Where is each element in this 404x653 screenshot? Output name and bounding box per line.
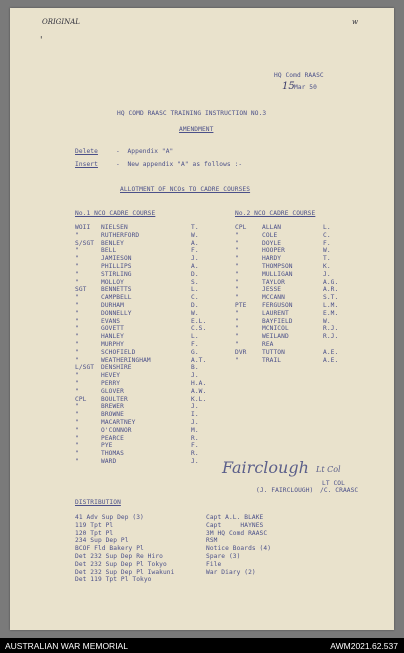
distribution-item: War Diary (2)	[206, 568, 256, 576]
roster-name: SCHOFIELD	[101, 348, 136, 356]
roster-rank: "	[75, 411, 79, 419]
roster-init: A.G.	[323, 278, 339, 286]
roster-name: PERRY	[101, 379, 121, 387]
course2-title: No.2 NCO CADRE COURSE	[235, 210, 316, 217]
roster-rank: "	[75, 294, 79, 302]
roster-name: BELL	[101, 247, 117, 255]
roster-name: DURHAM	[101, 301, 124, 309]
roster-name: MOLLOY	[101, 278, 124, 286]
roster-name: NIELSEN	[101, 224, 128, 231]
roster-init: T.	[191, 224, 199, 231]
roster-init: F.	[191, 340, 199, 348]
roster-rank: L/SGT	[75, 364, 95, 372]
roster-rank: "	[235, 270, 239, 278]
roster-name: TRAIL	[262, 356, 282, 364]
roster-init: L.	[191, 333, 199, 341]
roster-init: K.	[323, 262, 331, 270]
roster-name: BREWER	[101, 403, 124, 411]
page-title: HQ COMD RAASC TRAINING INSTRUCTION NO.3	[117, 110, 267, 117]
distribution-item: 119 Tpt Pl	[75, 521, 114, 529]
roster-name: MCNICOL	[262, 325, 289, 333]
roster-init: W.	[191, 309, 199, 317]
roster-init: A.E.	[323, 356, 339, 364]
roster-rank: "	[75, 426, 79, 434]
footer-source: AUSTRALIAN WAR MEMORIAL	[5, 641, 128, 651]
roster-init: A.	[191, 239, 199, 247]
distribution-item: RSM	[206, 537, 218, 545]
roster-init: W.	[191, 231, 199, 239]
roster-rank: "	[75, 270, 79, 278]
distribution-item: 234 Sup Dep Pl	[75, 537, 129, 545]
roster-rank: "	[75, 325, 79, 333]
roster-init: C.	[191, 294, 199, 302]
roster-name: TUTTON	[262, 348, 285, 356]
roster-name: STIRLING	[101, 270, 132, 278]
roster-rank: "	[75, 255, 79, 263]
distribution-item: Notice Boards (4)	[206, 545, 272, 553]
signature-rank: LT COL	[322, 480, 345, 487]
distribution-item: Det 232 Sup Dep Pl Tokyo	[75, 560, 167, 568]
roster-init: R.	[191, 434, 199, 442]
roster-rank: "	[75, 379, 79, 387]
roster-rank: S/SGT	[75, 239, 95, 247]
handwritten-tick: '	[40, 36, 43, 46]
roster-init: A.E.	[323, 348, 339, 356]
roster-init: E.M.	[323, 309, 339, 317]
date-day-handwritten: 15	[282, 81, 295, 92]
roster-name: PEARCE	[101, 434, 124, 442]
insert-text: - New appendix "A" as follows :-	[116, 161, 243, 168]
distribution-item: Spare (3)	[206, 552, 241, 560]
roster-name: BROWNE	[101, 411, 124, 419]
roster-name: REA	[262, 340, 274, 348]
roster-name: GLOVER	[101, 387, 124, 395]
roster-name: WARD	[101, 457, 117, 465]
delete-label: Delete	[75, 148, 98, 155]
roster-name: WEATHERINGHAM	[101, 356, 151, 364]
roster-name: BENLEY	[101, 239, 124, 247]
distribution-item: Det 232 Sup Dep Pl Iwakuni	[75, 568, 175, 576]
roster-rank: "	[75, 262, 79, 270]
roster-init: M.	[191, 426, 199, 434]
roster-rank: WOII	[75, 224, 91, 231]
roster-name: HANLEY	[101, 333, 124, 341]
distribution-item: Capt HAYNES	[206, 521, 264, 529]
roster-rank: CPL	[235, 224, 247, 231]
roster-rank: DVR	[235, 348, 247, 356]
roster-rank: "	[235, 309, 239, 317]
roster-rank: "	[75, 372, 79, 380]
roster-name: THOMPSON	[262, 262, 293, 270]
roster-rank: PTE	[235, 301, 247, 309]
roster-init: C.S.	[191, 325, 207, 333]
footer-bar	[0, 638, 404, 653]
roster-name: O'CONNOR	[101, 426, 132, 434]
distribution-item: Capt A.L. BLAKE	[206, 514, 264, 521]
roster-rank: "	[75, 348, 79, 356]
header-hq: HQ Comd RAASC	[274, 72, 324, 79]
roster-init: J.	[191, 403, 199, 411]
roster-init: A.R.	[323, 286, 339, 294]
roster-init: L.	[323, 224, 331, 231]
roster-init: S.	[191, 278, 199, 286]
distribution-right-list	[206, 514, 271, 576]
roster-rank: "	[75, 387, 79, 395]
roster-init: A.	[191, 262, 199, 270]
roster-rank: "	[75, 457, 79, 465]
roster-name: MCCANN	[262, 294, 285, 302]
signature-appointment: /C. CRAASC	[320, 487, 359, 494]
roster-init: A.W.	[191, 387, 207, 395]
roster-init: R.J.	[323, 333, 339, 341]
roster-init: E.L.	[191, 317, 207, 325]
roster-rank: "	[75, 434, 79, 442]
roster-init: T.	[323, 255, 331, 263]
roster-rank: "	[235, 286, 239, 294]
roster-rank: "	[75, 301, 79, 309]
roster-name: ALLAN	[262, 224, 282, 231]
roster-init: A.T.	[191, 356, 207, 364]
distribution-item: Det 232 Sup Dep Re Hiro	[75, 552, 163, 560]
roster-rank: "	[75, 247, 79, 255]
roster-init: J.	[323, 270, 331, 278]
roster-name: JESSE	[262, 286, 282, 294]
roster-init: C.	[323, 231, 331, 239]
roster-name: CAMPBELL	[101, 294, 132, 302]
roster-init: B.	[191, 364, 199, 372]
distribution-item: BCOF Fld Bakery Pl	[75, 545, 144, 553]
roster-name: COLE	[262, 231, 278, 239]
roster-rank: "	[235, 255, 239, 263]
roster-name: HARDY	[262, 255, 282, 263]
distribution-item: 41 Adv Sup Dep (3)	[75, 514, 144, 521]
roster-rank: "	[235, 239, 239, 247]
roster-rank: "	[75, 333, 79, 341]
roster-init: J.	[191, 418, 199, 426]
roster-name: LAURENT	[262, 309, 289, 317]
roster-name: JAMIESON	[101, 255, 132, 263]
distribution-item: 120 Tpt Pl	[75, 529, 114, 537]
roster-init: G.	[191, 348, 199, 356]
distribution-item: 3M HQ Comd RAASC	[206, 529, 268, 537]
roster-rank: "	[235, 278, 239, 286]
roster-rank: "	[75, 231, 79, 239]
roster-name: GOVETT	[101, 325, 124, 333]
footer-accession: AWM2021.62.537	[330, 641, 398, 651]
distribution-title: DISTRIBUTION	[75, 499, 121, 506]
roster-init: H.A.	[191, 379, 207, 387]
roster-init: L.	[191, 286, 199, 294]
handwritten-original: ORIGINAL	[42, 18, 80, 26]
signature: Fairclough	[222, 458, 309, 477]
roster-init: F.	[191, 247, 199, 255]
roster-init: J.	[191, 457, 199, 465]
roster-rank: "	[235, 356, 239, 364]
roster-init: F.	[323, 239, 331, 247]
roster-name: HOOPER	[262, 247, 285, 255]
roster-init: D.	[191, 301, 199, 309]
signature-name: (J. FAIRCLOUGH)	[256, 487, 314, 494]
roster-rank: "	[75, 356, 79, 364]
roster-rank: "	[75, 340, 79, 348]
roster-init: W.	[323, 317, 331, 325]
distribution-left-list	[75, 514, 174, 584]
roster-name: FERGUSON	[262, 301, 293, 309]
roster-init: K.L.	[191, 395, 207, 403]
roster-init: F.	[191, 442, 199, 450]
roster-init: S.T.	[323, 294, 339, 302]
roster-name: WEILAND	[262, 333, 289, 341]
roster-rank: "	[235, 247, 239, 255]
roster-name: PHILLIPS	[101, 262, 132, 270]
roster-name: PYE	[101, 442, 113, 450]
roster-rank: "	[75, 442, 79, 450]
roster-init: I.	[191, 411, 199, 419]
roster-rank: "	[235, 317, 239, 325]
roster-rank: "	[235, 340, 239, 348]
roster-name: THOMAS	[101, 450, 124, 458]
roster-name: BAYFIELD	[262, 317, 293, 325]
distribution-item: File	[206, 560, 222, 568]
roster-rank: "	[235, 333, 239, 341]
roster-init: R.	[191, 450, 199, 458]
roster-rank: SGT	[75, 286, 87, 294]
roster-init: L.M.	[323, 301, 339, 309]
roster-name: DONNELLY	[101, 309, 132, 317]
roster-name: MULLIGAN	[262, 270, 293, 278]
roster-name: DOYLE	[262, 239, 282, 247]
roster-rank: "	[75, 403, 79, 411]
roster-name: RUTHERFORD	[101, 231, 140, 239]
header-date: Mar 50	[294, 84, 317, 91]
roster-name: DENSHIRE	[101, 364, 132, 372]
course1-title: No.1 NCO CADRE COURSE	[75, 210, 156, 217]
roster-rank: "	[235, 325, 239, 333]
roster-init: D.	[191, 270, 199, 278]
document-page	[10, 8, 394, 630]
handwritten-corner-mark: w	[352, 18, 358, 26]
signature-rank-handwritten: Lt Col	[316, 465, 341, 474]
page-subtitle: AMENDMENT	[179, 126, 214, 133]
roster-rank: "	[75, 418, 79, 426]
delete-text: - Appendix "A"	[116, 148, 174, 155]
roster-rank: "	[75, 278, 79, 286]
roster-init: R.J.	[323, 325, 339, 333]
insert-label: Insert	[75, 161, 98, 168]
roster-name: HEVEY	[101, 372, 121, 380]
roster-rank: "	[235, 231, 239, 239]
roster-name: EVANS	[101, 317, 121, 325]
roster-name: BENNETTS	[101, 286, 132, 294]
roster-rank: "	[235, 262, 239, 270]
roster-init: J.	[191, 372, 199, 380]
roster-rank: "	[75, 317, 79, 325]
allotment-title: ALLOTMENT OF NCOs TO CADRE COURSES	[120, 186, 251, 193]
distribution-item: Det 119 Tpt Pl Tokyo	[75, 576, 152, 584]
roster-name: TAYLOR	[262, 278, 285, 286]
roster-rank: "	[75, 309, 79, 317]
roster-name: MACARTNEY	[101, 418, 136, 426]
roster-rank: CPL	[75, 395, 87, 403]
roster-rank: "	[75, 450, 79, 458]
roster-init: J.	[191, 255, 199, 263]
roster-name: BOULTER	[101, 395, 128, 403]
roster-init: W.	[323, 247, 331, 255]
roster-name: MURPHY	[101, 340, 124, 348]
roster-rank: "	[235, 294, 239, 302]
